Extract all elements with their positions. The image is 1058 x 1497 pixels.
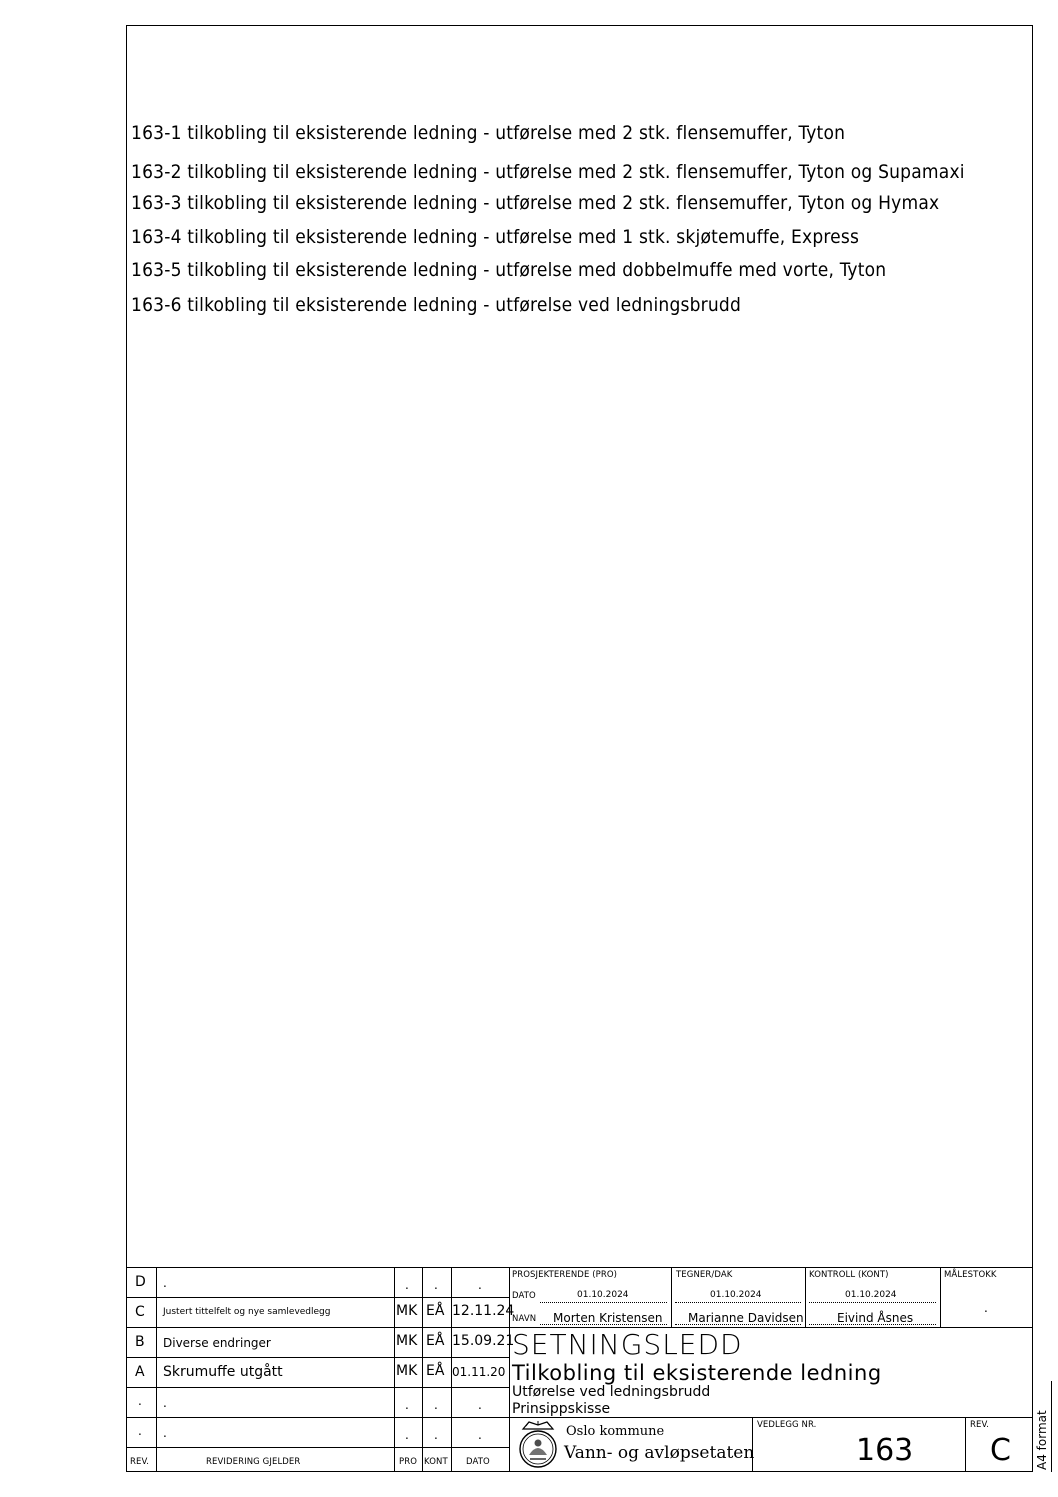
current-revision: C [990, 1433, 1011, 1468]
rev-code: . [138, 1424, 142, 1438]
drawing-list-item: 163-2 tilkobling til eksisterende ledning - utførelse med 2 stk. flensemuffer, Tyton og Supamaxi [131, 161, 965, 183]
rev-code: C [135, 1304, 145, 1320]
pro-name: Morten Kristensen [553, 1311, 663, 1325]
rev-pro: MK [396, 1333, 418, 1349]
rev-description: Justert tittelfelt og nye samlevedlegg [163, 1307, 331, 1317]
rev-header-rev: REV. [130, 1457, 150, 1467]
malestokk-label: MÅLESTOKK [944, 1270, 997, 1280]
drawing-list-item: 163-6 tilkobling til eksisterende ledning - utførelse ved ledningsbrudd [131, 294, 742, 316]
rev-kont: . [434, 1398, 438, 1412]
vedlegg-label: VEDLEGG NR. [757, 1420, 817, 1430]
drawing-subtitle: Tilkobling til eksisterende ledning [512, 1361, 882, 1385]
tegner-date: 01.10.2024 [710, 1290, 762, 1300]
kontroll-label: KONTROLL (KONT) [809, 1270, 889, 1280]
rev-kont: EÅ [426, 1303, 445, 1319]
org-department: Vann- og avløpsetaten [564, 1443, 755, 1463]
rev-description: . [163, 1426, 167, 1440]
drawing-list-item: 163-4 tilkobling til eksisterende ledning - utførelse med 1 stk. skjøtemuffe, Express [131, 226, 860, 248]
rev-pro: . [405, 1428, 409, 1442]
drawing-list-item: 163-1 tilkobling til eksisterende ledning - utførelse med 2 stk. flensemuffer, Tyton [131, 122, 846, 144]
rev-code: B [135, 1334, 145, 1350]
tegner-name: Marianne Davidsen [688, 1311, 804, 1325]
rev-date: 01.11.20 [452, 1365, 506, 1379]
rev-date: 12.11.24 [452, 1303, 515, 1319]
rev-code: . [138, 1394, 142, 1408]
drawing-description: Utførelse ved ledningsbrudd [512, 1384, 711, 1400]
tegner-label: TEGNER/DAK [676, 1270, 733, 1280]
rev-pro: MK [396, 1303, 418, 1319]
drawing-list-item: 163-3 tilkobling til eksisterende ledning - utførelse med 2 stk. flensemuffer, Tyton og Hymax [131, 192, 940, 214]
rev-description: Diverse endringer [163, 1336, 271, 1350]
rev-code: A [135, 1364, 145, 1380]
rev-pro: . [405, 1398, 409, 1412]
rev-kont: EÅ [426, 1333, 445, 1349]
paper-format-label: A4 format [1035, 1410, 1049, 1470]
rev-code: D [135, 1274, 146, 1290]
dato-label: DATO [512, 1291, 536, 1301]
rev-description: . [163, 1276, 167, 1290]
navn-label: NAVN [512, 1314, 537, 1324]
rev-date: . [478, 1278, 482, 1292]
rev-kont: EÅ [426, 1363, 445, 1379]
rev-date: . [478, 1398, 482, 1412]
prosjekterende-label: PROSJEKTERENDE (PRO) [512, 1270, 618, 1280]
rev-date: 15.09.21 [452, 1333, 515, 1349]
rev-description: . [163, 1396, 167, 1410]
rev-description: Skrumuffe utgått [163, 1364, 283, 1380]
drawing-type: Prinsippskisse [512, 1401, 611, 1417]
kontroll-name: Eivind Åsnes [837, 1311, 914, 1325]
rev-pro: MK [396, 1363, 418, 1379]
pro-date: 01.10.2024 [577, 1290, 629, 1300]
drawing-list-item: 163-5 tilkobling til eksisterende ledning - utførelse med dobbelmuffe med vorte, Tyton [131, 259, 887, 281]
kontroll-date: 01.10.2024 [845, 1290, 897, 1300]
rev-header-kont: KONT [424, 1457, 448, 1467]
rev-header-pro: PRO [399, 1457, 418, 1467]
rev-pro: . [405, 1278, 409, 1292]
rev-date: . [478, 1428, 482, 1442]
rev-kont: . [434, 1428, 438, 1442]
drawing-title: SETNINGSLEDD [512, 1328, 743, 1361]
malestokk-value: . [984, 1301, 988, 1315]
rev-label: REV. [970, 1420, 990, 1430]
rev-header-desc: REVIDERING GJELDER [206, 1457, 301, 1467]
org-name: Oslo kommune [566, 1424, 665, 1439]
rev-kont: . [434, 1278, 438, 1292]
vedlegg-number: 163 [856, 1433, 914, 1468]
rev-header-dato: DATO [466, 1457, 490, 1467]
oslo-coat-of-arms-icon [515, 1419, 561, 1469]
